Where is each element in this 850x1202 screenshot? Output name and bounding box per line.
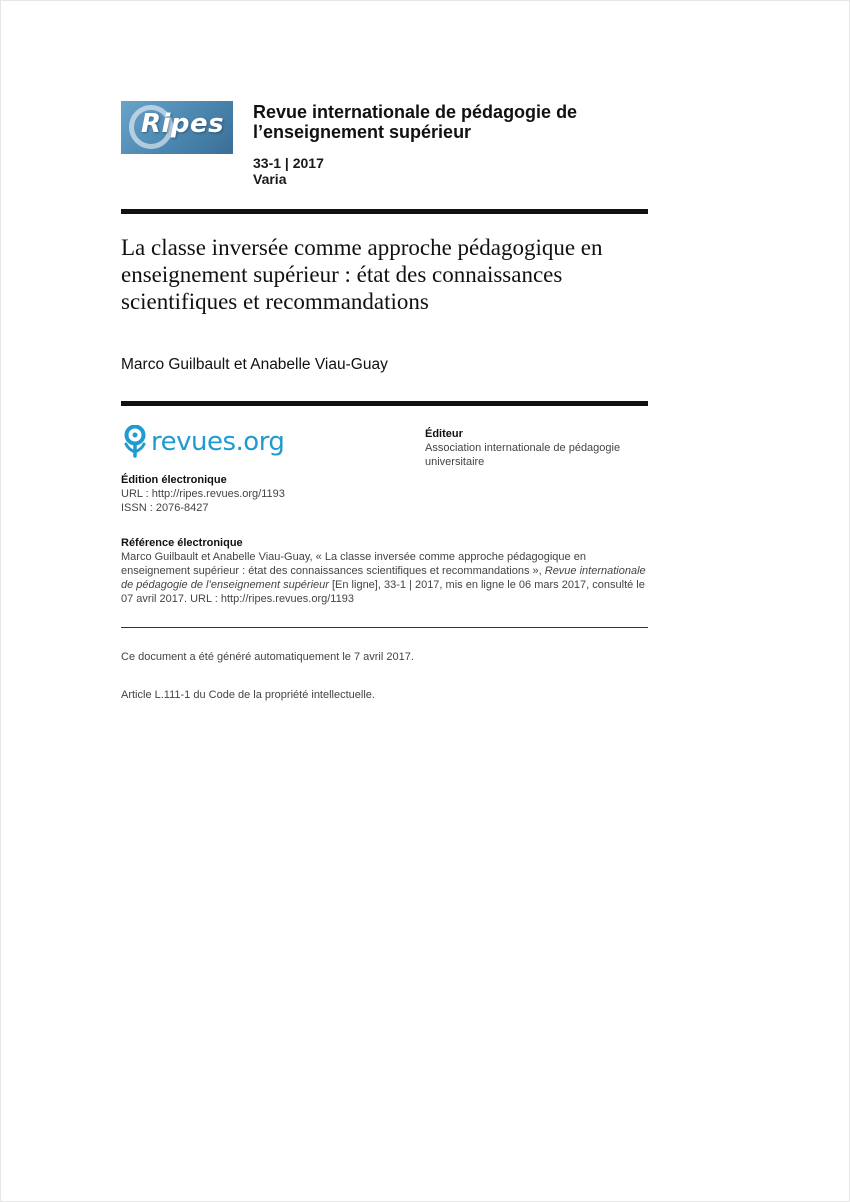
editor-heading: Éditeur: [425, 428, 463, 440]
edition-issn: ISSN : 2076-8427: [121, 502, 209, 514]
edition-block: [121, 474, 421, 515]
article-authors: Marco Guilbault et Anabelle Viau-Guay: [121, 356, 388, 373]
edition-heading: Édition électronique: [121, 474, 227, 486]
top-divider: [121, 209, 648, 214]
middle-divider: [121, 401, 648, 406]
issue-number: 33-1 | 2017: [253, 155, 324, 171]
reference-citation: [121, 550, 648, 606]
section-name: Varia: [253, 171, 287, 187]
journal-title: Revue internationale de pédagogie de l’enseignement supérieur: [253, 102, 578, 142]
revues-logo: [121, 424, 284, 460]
citation-journal: Revue internationale de pédagogie de l’enseignement supérieur: [121, 565, 646, 591]
ripes-logo-text: Ripes: [141, 109, 225, 139]
reference-heading: Référence électronique: [121, 537, 243, 549]
citation-part2: [En ligne], 33-1 | 2017, mis en ligne le 06 mars 2017, consulté le 07 avril 2017. URL : http://ripes.revues.org/1193: [121, 579, 645, 605]
article-title: La classe inversée comme approche pédagogique en enseignement supérieur : état des connaissances scientifiques et recommandations: [121, 235, 603, 314]
reference-block: [121, 537, 648, 606]
bottom-divider: [121, 627, 648, 628]
revues-logo-text: revues.org: [151, 427, 285, 457]
ripes-logo: [121, 101, 233, 154]
citation-part1: Marco Guilbault et Anabelle Viau-Guay, « La classe inversée comme approche pédagogique en enseignement supérieur : état des connaissances scientifiques et recommandations »,: [121, 551, 586, 577]
generated-notice: Ce document a été généré automatiquement le 7 avril 2017.: [121, 651, 414, 663]
revues-leaf-icon: [121, 425, 149, 459]
editor-block: [425, 428, 655, 469]
legal-notice: Article L.111-1 du Code de la propriété intellectuelle.: [121, 689, 375, 701]
editor-name: Association internationale de pédagogie universitaire: [425, 442, 621, 468]
edition-url: URL : http://ripes.revues.org/1193: [121, 488, 285, 500]
